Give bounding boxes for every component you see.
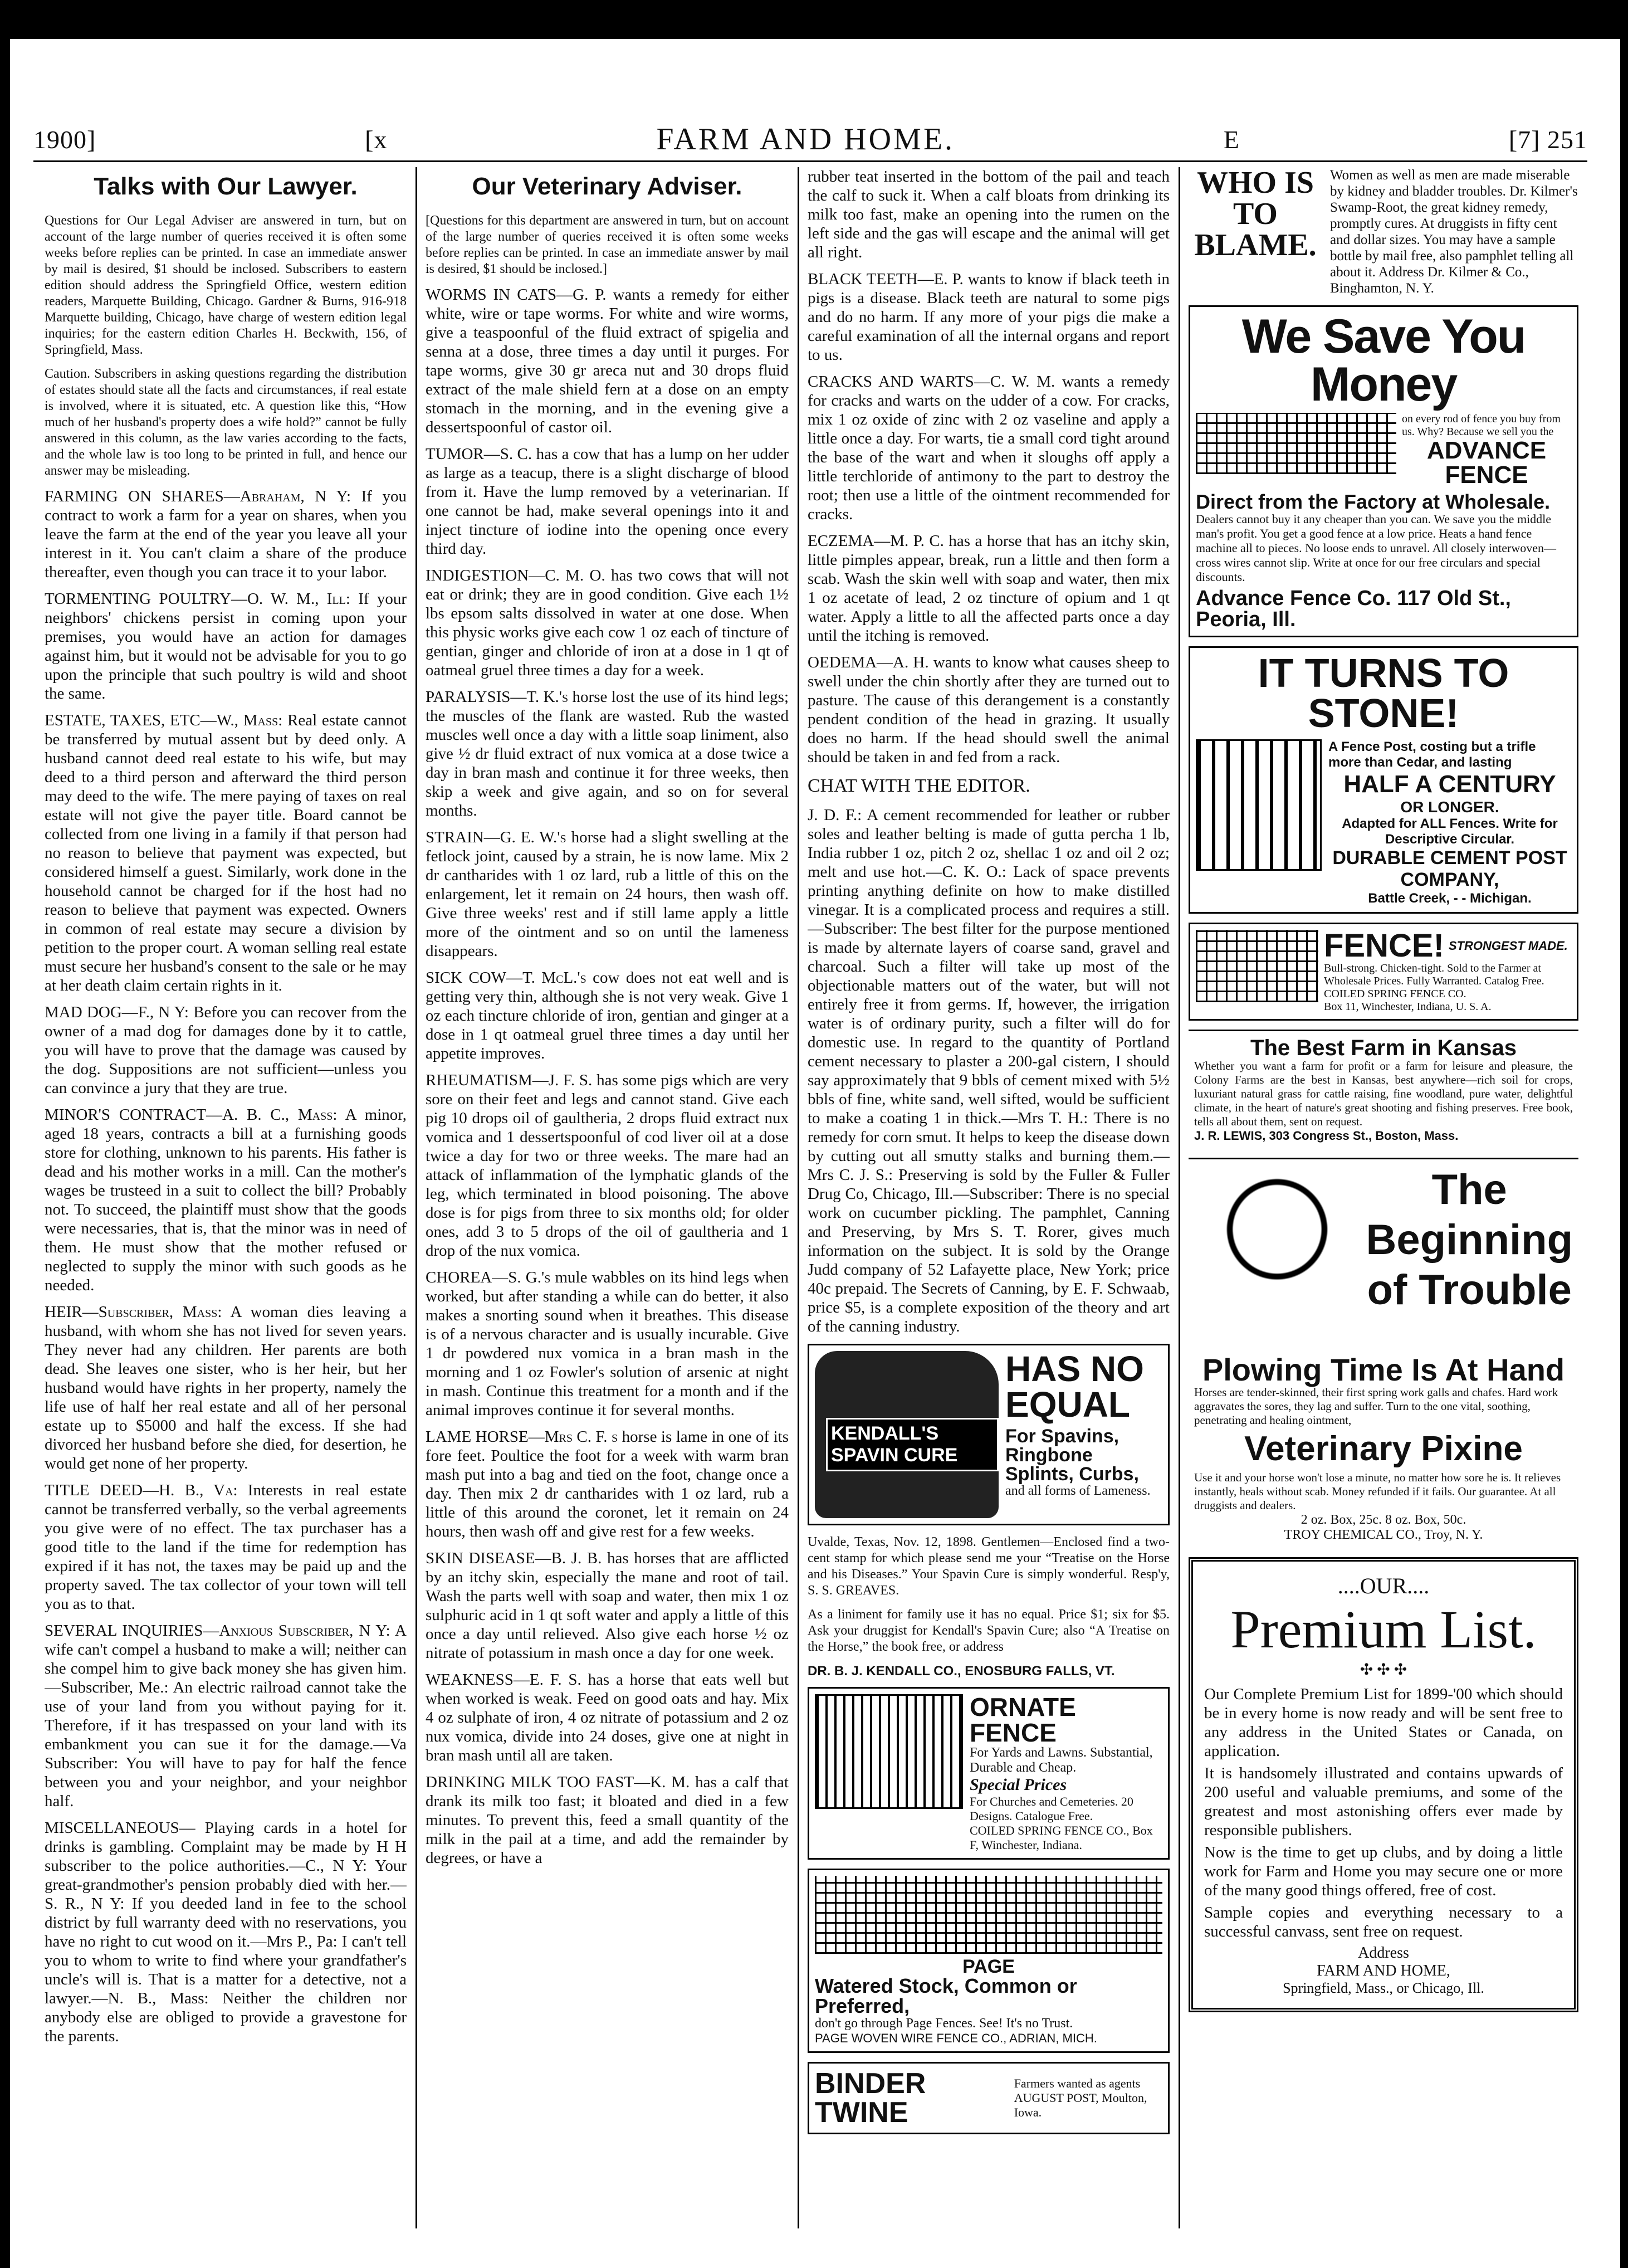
premium-city: Springfield, Mass., or Chicago, Ill. <box>1283 1980 1484 1996</box>
col3-item-body: wants a remedy for cracks and warts on the udder of a cow. For cracks, mix 1 oz oxide of zinc with 2 oz vaseline and apply a little once a day. For warts, tie a small cord tight around the base of the wart and when it sloughs off apply a little terchloride of antimony to the part to destroy the root; then use a little of the ointment recommended for cracks. <box>808 373 1170 523</box>
chat-body: J. D. F.: A cement recommended for leather or rubber soles and leather belting is made of gutta percha 1 lb, India rubber 1 oz, pitch 2 oz, shellac 1 oz and oil 2 oz; melt and use hot.—C. K. O.: Lack of space prevents printing anything definite on how to make distilled vinegar. It is a complicated process and requires a still.—Subscriber: The best filter for the purpose mentioned is made by alternate layers of coarse sand, gravel and charcoal. Such a filter will take up most of the objectionable matters out of the water, but will not entirely free it from germs. If, however, the irrigation water is of ordinary purity, such a filter will do for domestic use. In regard to the quantity of Portland cement necessary to plaster a 200-gal cistern, I should say approximately that 9 bbls of cement mixed with 5½ bbls of fine, white sand, well sifted, would be sufficient to make a coating 1 in thick.—Mrs T. H.: There is no remedy for corn smut. It helps to keep the disease down by cutting out all smutty stalks and burning them.—Mrs C. J. S.: Preserving is sold by the Fuller & Fuller Drug Co, Chicago, Ill.—Subscriber: There is no special work on cucumber pickling. The pamphlet, Canning and Preserving, by Mrs S. T. Rorer, gives much information on the subject. It is sold by the Orange Judd company of 52 Lafayette place, New York; price 40c prepaid. The Secrets of Canning, by E. F. Schwaab, price $5, is a complete exposition of the theory and art of the canning industry. <box>808 806 1170 1335</box>
lawyer-item-head: MAD DOG—F., N Y: <box>45 1003 189 1021</box>
newspaper-title: FARM AND HOME. <box>656 122 955 157</box>
lawyer-item-head: TITLE DEED—H. B., Va: <box>45 1481 238 1499</box>
lawyer-caution: Caution. Subscribers in asking questions regarding the distribution of estates should state all the facts and circumstances, if real estate is involved, where it is situated, etc. A question like this, “How much of her husband's property does a wife hold?” cannot be fully answered in this column, as the law varies according to the facts, and the whole law is too long to be printed in full, and hence our answer may be misleading. <box>45 367 407 478</box>
page-mark: [x <box>365 125 388 154</box>
col3-item <box>808 531 1170 645</box>
pixine-price: 2 oz. Box, 25c. 8 oz. Box, 50c. <box>1301 1513 1466 1527</box>
vet-item-head: DRINKING MILK TOO FAST—K. M. <box>426 1773 690 1791</box>
column-rule <box>798 167 799 2228</box>
ornate-fence-ad <box>808 1687 1170 1860</box>
vet-item-head: LAME HORSE—Mrs C. F. s <box>426 1428 618 1446</box>
coiled-company: COILED SPRING FENCE CO. <box>1324 988 1466 1000</box>
page-date: 1900] <box>33 125 96 154</box>
lawyer-item <box>45 1105 407 1295</box>
vet-item-body: horse is lame in one of its fore feet. Poultice the foot for a week with warm bran mash put into a bag and tied on the foot, change once a day. Then mix 2 dr cantharides with 1 oz lard, rub a little of this around the coronet, let it remain on 24 hours, then wash off and give rest for a few weeks. <box>426 1428 789 1540</box>
lawyer-intro-block <box>45 213 407 479</box>
ornate-fence-illustration <box>815 1694 963 1809</box>
vet-item-body: has some pigs which are very sore on their feet and legs and cannot stand. Give each pig 10 drops oil of gaultheria, 2 drops fluid extract nux vomica and 1 dessertspoonful of cod liver oil at a dose twice a day for two or three weeks. The mare had an attack of inflammation of the lymphatic glands of the leg, which terminated in blood poisoning. The above dose is for pigs from three to six months old; for older ones, add 3 to 5 drops of the oil of gaultheria and 1 drop of the nux vomica. <box>426 1071 789 1260</box>
vet-item-body: has a horse that eats well but when worked is weak. Feed on good oats and hay. Mix 4 oz sulphate of iron, 4 oz nitrate of potassium and 2 oz nux vomica, divide into 24 doses, give one at night in bran mash until all are taken. <box>426 1671 789 1764</box>
stone-l3: OR LONGER. <box>1400 798 1499 816</box>
kansas-address: J. R. LEWIS, 303 Congress St., Boston, Mass. <box>1194 1129 1459 1143</box>
vet-item-body: has a calf that drank its milk too fast; it bloated and died in a few minutes. To prevent this, feed a small quantity of the milk in the pail at a time, and add the remainder by degrees, or have a <box>426 1773 789 1867</box>
lawyer-item <box>45 1481 407 1613</box>
advance-fence-ad <box>1189 305 1578 637</box>
column-rule <box>1179 167 1180 2228</box>
vet-item <box>426 1773 789 1867</box>
lawyer-item-head: MISCELLANEOUS— <box>45 1819 195 1837</box>
premium-p4: Sample copies and everything necessary to a successful canvass, sent free on request. <box>1204 1904 1563 1940</box>
col3-item-head: ECZEMA—M. P. C. <box>808 532 944 550</box>
lawyer-item-body: Interests in real estate cannot be transferred verbally, so the verbal agreements you give were of no effect. The tax purchaser has a good title to the land if the time for redemption has expired if it has not, the taxes may be paid up and the property saved. The tax collector of your town will tell you as to that. <box>45 1481 407 1613</box>
cement-post-ad <box>1189 646 1578 914</box>
advance-headline: We Save You Money <box>1241 310 1526 411</box>
lawyer-heading: Talks with Our Lawyer. <box>94 173 358 200</box>
masthead <box>33 123 1587 156</box>
kendall-liniment: As a liniment for family use it has no equal. Price $1; six for $5. Ask your druggist for Kendall's Spavin Cure; also “A Treatise on the Horse,” the book free, or address <box>808 1607 1170 1654</box>
stone-l4: Adapted for ALL Fences. Write for Descriptive Circular. <box>1342 816 1558 847</box>
pixine-t1: The <box>1431 1166 1507 1213</box>
kendall-address: DR. B. J. KENDALL CO., ENOSBURG FALLS, VT. <box>808 1664 1115 1679</box>
stone-l2: HALF A CENTURY <box>1343 770 1556 798</box>
lawyer-item <box>45 1818 407 2046</box>
vet-item <box>426 828 789 960</box>
page-company: PAGE WOVEN WIRE FENCE CO., ADRIAN, MICH. <box>815 2031 1097 2045</box>
vet-item <box>426 687 789 820</box>
lawyer-item-body: If you contract to work a farm for a year on shares, when you leave the farm at the end of the year you leave all your interest in it. You can't claim a share of the produce thereafter, even though you can trace it to your labor. <box>45 487 407 581</box>
vet-continued: rubber teat inserted in the bottom of the pail and teach the calf to suck it. When a calf bloats from drinking its milk too fast, make an opening into the rumen on the left side and the gas will escape and the animal will get all right. <box>808 168 1170 261</box>
kendall-for: For Spavins, Ringbone Splints, Curbs, <box>1005 1426 1139 1485</box>
lawyer-item <box>45 487 407 582</box>
column-rule <box>415 167 417 2228</box>
premium-p2: It is handsomely illustrated and contains upwards of 200 useful and valuable premiums, and some of the greatest and most astonishing offers ever made by responsible publishers. <box>1204 1764 1563 1839</box>
binder-headline: BINDER TWINE <box>815 2067 926 2129</box>
lawyer-item-body: Playing cards in a hotel for drinks is gambling. Complaint may be made by H H subscriber to the police authorities.—C., N Y: Your great-grandmother's pension probably died with her.—S. R., N Y: If you deeded land in fee to the school district by full warranty deed with no reservations, you have no right to cut wood on it.—Mrs P., Pa: I can't tell you to whom to write to find where your grandfather's uncle's will is. That is a matter for a detective, not a lawyer.—N. B., Mass: Neither the children nor anybody else are obliged to provide a gravestone for the parents. <box>45 1819 407 2045</box>
kendall-forms: and all forms of Lameness. <box>1005 1484 1151 1498</box>
col3-item-body: wants to know if black teeth in pigs is a disease. Black teeth are natural to some pigs and do no harm. If any more of your pigs die make a careful examination of all the internal organs and report to us. <box>808 270 1170 364</box>
premium-our: ....OUR.... <box>1337 1573 1430 1598</box>
kilmer-ad <box>1189 167 1578 296</box>
premium-stars: ✣ ✣ ✣ <box>1360 1661 1407 1679</box>
col3-item-head: CRACKS AND WARTS—C. W. M. <box>808 373 1055 391</box>
vet-column <box>426 167 789 2262</box>
advance-address: Advance Fence Co. 117 Old St., Peoria, Ill. <box>1196 587 1511 631</box>
vet-item-head: CHOREA—S. G.'s <box>426 1269 551 1286</box>
page-fence-ad <box>808 1869 1170 2053</box>
page-label: PAGE <box>962 1956 1015 1977</box>
coiled-fence-ad <box>1189 923 1578 1021</box>
edition-letter: E <box>1223 125 1240 154</box>
stone-address: Battle Creek, - - Michigan. <box>1368 891 1532 906</box>
vet-item-body: mule wabbles on its hind legs when worked, but after standing a while can do better, it also makes a snorting sound when it breathes. This disease is of a nervous character and is usually incurable. Give 1 dr powdered nux vomica in a bran mash in the morning and 1 oz Fowler's solution of arsenic at night in mash. Continue this treatment for a month and if the animal improves continue it for several months. <box>426 1269 789 1419</box>
vet-item-head: PARALYSIS—T. K.'s <box>426 688 569 706</box>
kendall-text <box>808 1534 1170 1679</box>
lawyer-item-head: MINOR'S CONTRACT—A. B. C., Mass: <box>45 1106 338 1124</box>
advance-text: Dealers cannot buy it any cheaper than you can. We save you the middle man's profit. You get a good fence at a low price. Heats a hand fence machine all to pieces. No loose ends to unravel. All closely interwoven—cross wires cannot slip. Write at once for our free circulars and special discounts. <box>1196 512 1557 584</box>
stone-l1: A Fence Post, costing but a trifle more than Cedar, and lasting <box>1328 739 1536 770</box>
page-number: [7] 251 <box>1508 125 1587 154</box>
fence-post-illustration <box>1196 739 1322 871</box>
vet-item-head: WORMS IN CATS—G. P. <box>426 286 607 304</box>
col3-item <box>808 270 1170 364</box>
vet-item-body: has horses that are afflicted by an itchy skin, especially the mane and root of tail. Wash the parts well with soap and water, then mix 1 oz sulphuric acid in 1 qt soft water and apply a little of this once a day until relieved. Also give each horse ½ oz nitrate of potassium in mash once a day for one week. <box>426 1549 789 1662</box>
farmer-cartoon-illustration <box>1194 1165 1360 1349</box>
third-column <box>808 167 1170 2262</box>
lawyer-item <box>45 1303 407 1473</box>
kansas-farm-ad <box>1189 1030 1578 1149</box>
lawyer-item-head: TORMENTING POULTRY—O. W. M., Ill: <box>45 590 350 608</box>
vet-item <box>426 1268 789 1420</box>
vet-item <box>426 1071 789 1260</box>
advance-brand: ADVANCE FENCE <box>1426 437 1547 489</box>
lawyer-item <box>45 1621 407 1811</box>
lawyer-items <box>45 487 407 2046</box>
lawyer-item-body: Real estate cannot be transferred by mutual assent but by deed only. A husband cannot deed real estate to his wife, but may deed to a third person and afterward the third person may deed to the wife. The mere paying of taxes on real estate will not give the payer title. Board cannot be collected from one living in a family if that person had no reason to believe that payment was expected, but considered himself a guest. Similarly, work done in the household cannot be charged for if the host had no reason to believe that payment was expected. Owners in common of real estate may secure a division by petition to the proper court. A woman selling real estate must secure her husband's consent to the sale or he may at her death claim certain rights in it. <box>45 711 407 994</box>
vet-item-head: INDIGESTION—C. M. O. <box>426 567 605 584</box>
ornate-sub: For Yards and Lawns. Substantial, Durable and Cheap. <box>970 1745 1153 1775</box>
advance-side: on every rod of fence you buy from us. Why? Because we sell you the <box>1402 413 1561 438</box>
lawyer-item-head: SEVERAL INQUIRIES—Anxious Subscriber, N Y: <box>45 1622 390 1640</box>
pixine-ad <box>1189 1158 1578 1548</box>
kansas-headline: The Best Farm in Kansas <box>1250 1036 1517 1060</box>
coiled-fence-illustration <box>1196 930 1318 1002</box>
lawyer-item-body: A wife can't compel a husband to make a will; neither can she compel him to give back money she has given him.—Subscriber, Me.: An electric railroad cannot take the use of your land from you without paying for it. Therefore, if it has trespassed on your land with its embankment you can sue it for the damage.—Va Subscriber: You will have to pay for half the fence between you and your neighbor, and your neighbor half. <box>45 1622 407 1810</box>
vet-item-body: horse had a slight swelling at the fetlock joint, caused by a strain, he is now lame. Mix 2 dr cantharides with 1 oz lard, rub a little of this on the enlargement, let it remain on 24 hours, then wash off. Give three weeks' rest and if still lame apply a little more of the ointment and so on until the lameness disappears. <box>426 828 789 960</box>
lawyer-column <box>45 167 407 2262</box>
col3-item-body: has a horse that has an itchy skin, little pimples appear, break, run a little and then form a scab. Wash the skin well with soap and water, then mix 1 oz acetate of lead, 2 oz tincture of opium and 1 qt water. Apply a little to all the affected parts once a day until the itching is removed. <box>808 532 1170 645</box>
vet-item-body: cow does not eat well and is getting very thin, although she is not very weak. Give 1 oz each tincture chloride of iron, gentian and ginger at a dose in 1 qt oatmeal gruel three times a day until her appetite improves. <box>426 969 789 1062</box>
pixine-headline: Plowing Time Is At Hand <box>1202 1352 1565 1387</box>
kendall-ad <box>808 1344 1170 1525</box>
col3-item-head: OEDEMA—A. H. <box>808 653 929 671</box>
stone-company: DURABLE CEMENT POST COMPANY, <box>1332 847 1567 890</box>
lawyer-item-body: A minor, aged 18 years, contracts a bill at a furnishing goods store for clothing, unknown to his parents. His father is dead and his mother works in a mill. Can the mother's wages be trusteed in a suit to collect the bill? Probably not. To succeed, the plaintiff must show that the goods were necessaries, that is, that the minor was in need of them. He must show that the mother refused or neglected to supply the minor with such goods as he needed. <box>45 1106 407 1294</box>
pixine-company: TROY CHEMICAL CO., Troy, N. Y. <box>1284 1528 1483 1542</box>
lawyer-item-head: HEIR—Subscriber, Mass: <box>45 1303 222 1321</box>
pixine-use: Use it and your horse won't lose a minute, no matter how sore he is. It relieves instantly, heals without scab. Money refunded if it fails. Our guarantee. At all druggists and dealers. <box>1194 1471 1561 1512</box>
ornate-company: COILED SPRING FENCE CO., Box F, Winchester, Indiana. <box>970 1823 1153 1852</box>
vet-item-body: has a cow that has a lump on her udder as large as a teacup, there is a slight discharge of blood from it. Have the lump removed by a veterinarian. If one cannot be had, make several openings into it and inject tincture of iodine into the opening once every third day. <box>426 445 789 558</box>
vet-item <box>426 1427 789 1541</box>
vet-item-head: SICK COW—T. McL.'s <box>426 969 586 987</box>
vet-item-body: has two cows that will not eat or drink; they are in good condition. Give each 1½ lbs epsom salts dissolved in water at one dose. When this physic works give each cow 1 oz each of tincture of gentian, ginger and chloride of iron at a dose in 1 qt of oatmeal gruel three times a day for a week. <box>426 567 789 679</box>
kendall-badge: KENDALL'S SPAVIN CURE <box>826 1418 999 1471</box>
kendall-headline: HAS NO EQUAL <box>1005 1349 1144 1425</box>
coiled-sub: STRONGEST MADE. <box>1448 939 1568 953</box>
vet-item <box>426 566 789 680</box>
ornate-prices: Special Prices <box>970 1776 1067 1794</box>
lawyer-item-body: If your neighbors' chickens persist in coming upon your premises, you would have an action for damages against him, but it would not be advisable for you to go upon the principle that such poultry is wild and shoot the same. <box>45 590 407 703</box>
binder-company: AUGUST POST, Moulton, Iowa. <box>1014 2091 1147 2119</box>
lawyer-item <box>45 589 407 703</box>
lawyer-item-head: FARMING ON SHARES—Abraham, N Y: <box>45 487 351 505</box>
col3-items <box>808 270 1170 767</box>
premium-list-ad <box>1189 1557 1578 2012</box>
stone-headline: IT TURNS TO STONE! <box>1258 651 1509 736</box>
masthead-rule <box>33 160 1587 162</box>
col3-item <box>808 653 1170 767</box>
horse-illustration <box>815 1351 999 1518</box>
vet-item-head: RHEUMATISM—J. F. S. <box>426 1071 593 1089</box>
coiled-address: Box 11, Winchester, Indiana, U. S. A. <box>1324 1001 1492 1013</box>
lawyer-item-body: Before you can recover from the owner of a mad dog for damages done by it to cattle, you will have to prove that the damage was caused by the dog. Suppositions are not sufficient—unless you can convince a jury that they are true. <box>45 1003 407 1097</box>
coiled-text: Bull-strong. Chicken-tight. Sold to the Farmer at Wholesale Prices. Fully Warranted. Catalog Free. <box>1324 962 1544 987</box>
page-headline: Watered Stock, Common or Preferred, <box>815 1974 1077 2017</box>
vet-item <box>426 968 789 1063</box>
pixine-text: Horses are tender-skinned, their first spring work galls and chafes. Hard work aggravates the sores, they lag and suffer. Turn to the one vital, soothing, penetrating and healing ointment, <box>1194 1386 1558 1427</box>
ornate-for: For Churches and Cemeteries. 20 Designs. Catalogue Free. <box>970 1794 1133 1823</box>
premium-company: FARM AND HOME, <box>1317 1962 1450 1979</box>
vet-intro-block <box>426 213 789 277</box>
pixine-brand: Veterinary Pixine <box>1244 1430 1523 1468</box>
binder-twine-ad <box>808 2062 1170 2134</box>
vet-item-head: SKIN DISEASE—B. J. B. <box>426 1549 602 1567</box>
advance-fence-illustration <box>1196 413 1396 474</box>
vet-item-head: TUMOR—S. C. <box>426 445 532 463</box>
premium-p1: Our Complete Premium List for 1899-'00 which should be in every home is now ready and will be sent free to any address in the United States or Canada, on application. <box>1204 1685 1563 1760</box>
lawyer-intro: Questions for Our Legal Adviser are answered in turn, but on account of the large number of queries received it is often some weeks before replies can be printed. In case an immediate answer by mail is desired, $1 should be inclosed. Subscribers to eastern edition should address the Springfield Office, western edition readers, Marquette Building, Chicago. Gardner & Burns, 916-918 Marquette building, Chicago, have charge of western edition legal inquiries; for the eastern edition Charles H. Beckwith, 156, of Springfield, Mass. <box>45 213 407 357</box>
kilmer-headline: WHO IS TO BLAME. <box>1194 167 1317 262</box>
kilmer-text: Women as well as men are made miserable by kidney and bladder troubles. Dr. Kilmer's Swamp-Root, the great kidney remedy, promptly cures. At druggists in fifty cent and dollar sizes. You may have a sample bottle by mail free, also pamphlet telling all about it. Address Dr. Kilmer & Co., Binghamton, N. Y. <box>1330 168 1578 296</box>
coiled-headline: FENCE! <box>1324 928 1444 964</box>
ads-column <box>1189 167 1578 2262</box>
vet-heading: Our Veterinary Adviser. <box>472 173 742 200</box>
vet-intro: [Questions for this department are answered in turn, but on account of the large number of queries received it is often some weeks before replies can be printed. In case an immediate answer by mail is desired, $1 should be inclosed.] <box>426 213 789 276</box>
binder-text: Farmers wanted as agents <box>1014 2076 1141 2090</box>
vet-item-body: horse lost the use of its hind legs; the muscles of the flank are wasted. Rub the wasted muscles well once a day with a little soap liniment, also give ½ dr fluid extract of nux vomica at a dose twice a day in bran mash and continue it for three weeks, then skip a week and give again, and so on for several months. <box>426 688 789 820</box>
woven-wire-illustration <box>815 1876 1162 1954</box>
advance-sub: Direct from the Factory at Wholesale. <box>1196 490 1551 513</box>
ornate-headline: ORNATE FENCE <box>970 1693 1076 1747</box>
vet-item <box>426 445 789 558</box>
col3-item-body: wants to know what causes sheep to swell under the chin shortly after they are turned out to pasture. The cause of this derangement is a constantly pendent condition of the head in grazing. It usually does no harm. If the head should swell the animal should be taken in and fed from a rack. <box>808 653 1170 766</box>
vet-items <box>426 285 789 1867</box>
lawyer-item <box>45 711 407 995</box>
vet-item-head: WEAKNESS—E. F. S. <box>426 1671 581 1689</box>
lawyer-item <box>45 1003 407 1098</box>
vet-item-head: STRAIN—G. E. W.'s <box>426 828 566 846</box>
vet-item <box>426 1670 789 1765</box>
chat-heading: CHAT WITH THE EDITOR. <box>808 775 1030 796</box>
pixine-t3: of Trouble <box>1367 1266 1572 1314</box>
vet-item-body: wants a remedy for either white, wire or tape worms. For white and wire worms, give a teaspoonful of the fluid extract of spigelia and senna at a dose, three times a day until it purges. For tape worms, give 30 gr areca nut and 30 drops fluid extract of the male shield fern at a dose on an empty stomach in the morning, and in the evening give a dessertspoonful of castor oil. <box>426 286 789 436</box>
lawyer-item-head: ESTATE, TAXES, ETC—W., Mass: <box>45 711 283 729</box>
lawyer-item-body: A woman dies leaving a husband, with whom she has not lived for seven years. They never had any children. Her parents are both dead. She leaves one sister, who is her heir, but her husband would have rights in her property, namely the life use of half her real estate and all of her personal estate up to $5000 and half the excess. If she had divorced her husband before she died, for desertion, he would get none of her property. <box>45 1303 407 1472</box>
kansas-text: Whether you want a farm for profit or a farm for leisure and pleasure, the Colony Farms are the best in Kansas, best anywhere—rich soil for crops, luxuriant natural grass for cattle raising, fine woodland, pure water, delightful climate, in the heart of nature's great shooting and fishing preserves. Free book, tells all about them, sent on request. <box>1194 1059 1573 1128</box>
col3-item <box>808 372 1170 524</box>
page-sub: don't go through Page Fences. See! It's no Trust. <box>815 2016 1073 2031</box>
vet-item <box>426 1549 789 1662</box>
premium-p3: Now is the time to get up clubs, and by doing a little work for Farm and Home you may secure one or more of the many good things offered, free of cost. <box>1204 1843 1563 1899</box>
col3-item-head: BLACK TEETH—E. P. <box>808 270 964 288</box>
kendall-testimonial: Uvalde, Texas, Nov. 12, 1898. Gentlemen—Enclosed find a two-cent stamp for which please send me your “Treatise on the Horse and his Diseases.” Your Spavin Cure is simply wonderful. Resp'y, S. S. GREAVES. <box>808 1535 1170 1598</box>
premium-address-label: Address <box>1358 1944 1409 1962</box>
pixine-t2: Beginning <box>1366 1216 1573 1264</box>
premium-headline: Premium List. <box>1230 1599 1537 1659</box>
vet-item <box>426 285 789 437</box>
